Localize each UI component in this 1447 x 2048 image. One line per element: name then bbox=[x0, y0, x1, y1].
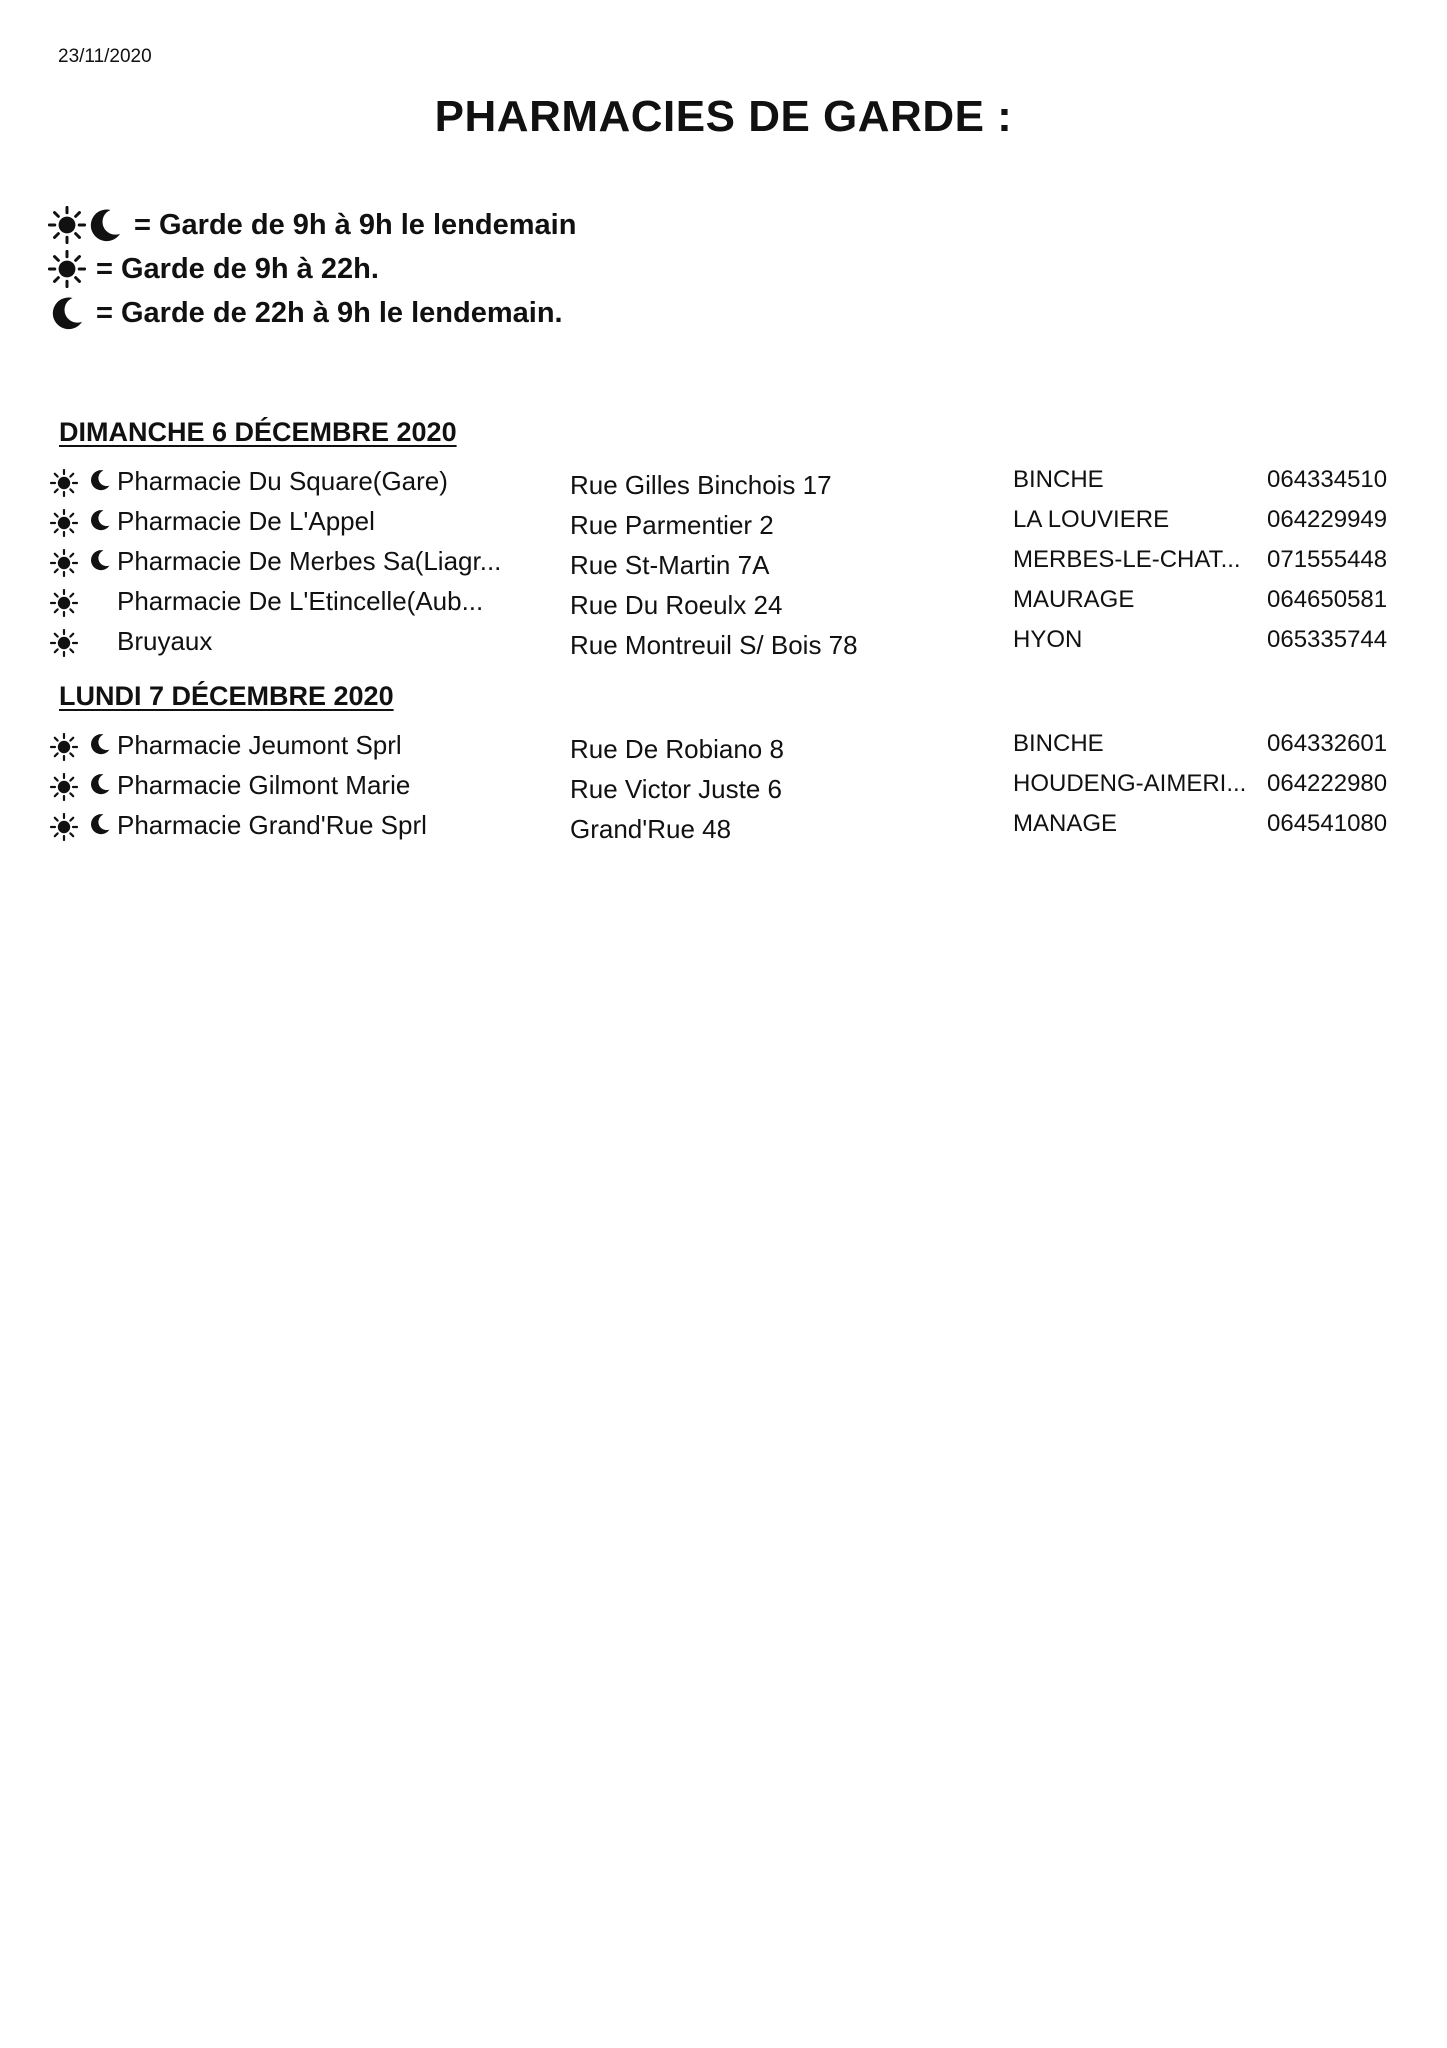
pharmacy-city: MERBES-LE-CHAT... bbox=[1013, 546, 1241, 573]
pharmacy-city: MAURAGE bbox=[1013, 586, 1135, 613]
pharmacy-name: Pharmacie Gilmont Marie bbox=[117, 770, 411, 800]
pharmacy-phone: 064650581 bbox=[1267, 586, 1388, 613]
legend bbox=[48, 203, 576, 335]
sun-icon bbox=[50, 469, 78, 497]
moon-icon bbox=[86, 206, 124, 244]
pharmacy-phone: 064334510 bbox=[1267, 466, 1388, 493]
pharmacy-address: Rue Parmentier 2 bbox=[570, 510, 774, 540]
moon-icon bbox=[48, 294, 86, 332]
pharmacy-phone: 064222980 bbox=[1267, 770, 1388, 797]
moon-icon bbox=[88, 812, 112, 836]
sun-icon bbox=[50, 773, 78, 801]
pharmacy-city: HYON bbox=[1013, 626, 1083, 653]
moon-icon bbox=[88, 732, 112, 756]
pharmacy-phone: 065335744 bbox=[1267, 626, 1388, 653]
pharmacy-list bbox=[58, 462, 1388, 662]
sun-icon bbox=[48, 206, 86, 244]
page-title: PHARMACIES DE GARDE : bbox=[434, 92, 1013, 141]
sun-icon bbox=[50, 549, 78, 577]
pharmacy-name: Pharmacie Grand'Rue Sprl bbox=[117, 810, 427, 840]
pharmacy-city: BINCHE bbox=[1013, 466, 1104, 493]
pharmacy-city: LA LOUVIERE bbox=[1013, 506, 1170, 533]
moon-icon bbox=[88, 772, 112, 796]
pharmacy-row bbox=[58, 462, 1388, 502]
pharmacy-name: Bruyaux bbox=[117, 626, 213, 656]
pharmacy-city: BINCHE bbox=[1013, 730, 1104, 757]
pharmacy-name: Pharmacie Jeumont Sprl bbox=[117, 730, 402, 760]
pharmacy-name: Pharmacie Du Square(Gare) bbox=[117, 466, 448, 496]
pharmacy-list bbox=[58, 726, 1388, 846]
legend-row-day-and-night bbox=[48, 203, 576, 247]
pharmacy-address: Rue St-Martin 7A bbox=[570, 550, 770, 580]
print-date: 23/11/2020 bbox=[58, 46, 152, 67]
legend-text: = Garde de 9h à 22h. bbox=[96, 252, 379, 285]
pharmacy-row bbox=[58, 582, 1388, 622]
pharmacy-phone: 064541080 bbox=[1267, 810, 1388, 837]
sun-icon bbox=[50, 813, 78, 841]
pharmacy-row bbox=[58, 806, 1388, 846]
pharmacy-row bbox=[58, 726, 1388, 766]
pharmacy-address: Rue De Robiano 8 bbox=[570, 734, 784, 764]
legend-text: = Garde de 9h à 9h le lendemain bbox=[134, 208, 577, 241]
day-heading: DIMANCHE 6 DÉCEMBRE 2020 bbox=[59, 417, 457, 447]
pharmacy-row bbox=[58, 502, 1388, 542]
pharmacy-address: Rue Gilles Binchois 17 bbox=[570, 470, 832, 500]
pharmacy-row bbox=[58, 622, 1388, 662]
day-section-monday bbox=[58, 676, 1388, 846]
legend-row-day bbox=[48, 247, 576, 291]
pharmacy-address: Rue Montreuil S/ Bois 78 bbox=[570, 630, 858, 660]
sun-icon bbox=[50, 733, 78, 761]
sun-icon bbox=[50, 589, 78, 617]
sun-icon bbox=[48, 250, 86, 288]
pharmacy-name: Pharmacie De Merbes Sa(Liagr... bbox=[117, 546, 502, 576]
pharmacy-address: Rue Victor Juste 6 bbox=[570, 774, 782, 804]
pharmacy-city: HOUDENG-AIMERI... bbox=[1013, 770, 1247, 797]
pharmacy-address: Grand'Rue 48 bbox=[570, 814, 732, 844]
pharmacy-row bbox=[58, 542, 1388, 582]
moon-icon bbox=[88, 508, 112, 532]
legend-row-night bbox=[48, 291, 576, 335]
sun-icon bbox=[50, 509, 78, 537]
pharmacy-phone: 064229949 bbox=[1267, 506, 1388, 533]
pharmacy-phone: 071555448 bbox=[1267, 546, 1388, 573]
legend-text: = Garde de 22h à 9h le lendemain. bbox=[96, 296, 563, 329]
pharmacy-address: Rue Du Roeulx 24 bbox=[570, 590, 783, 620]
pharmacy-name: Pharmacie De L'Etincelle(Aub... bbox=[117, 586, 484, 616]
pharmacy-city: MANAGE bbox=[1013, 810, 1118, 837]
moon-icon bbox=[88, 468, 112, 492]
day-section-sunday bbox=[58, 412, 1388, 662]
moon-icon bbox=[88, 548, 112, 572]
day-heading: LUNDI 7 DÉCEMBRE 2020 bbox=[59, 681, 394, 711]
pharmacy-phone: 064332601 bbox=[1267, 730, 1388, 757]
pharmacy-row bbox=[58, 766, 1388, 806]
pharmacy-name: Pharmacie De L'Appel bbox=[117, 506, 375, 536]
sun-icon bbox=[50, 629, 78, 657]
